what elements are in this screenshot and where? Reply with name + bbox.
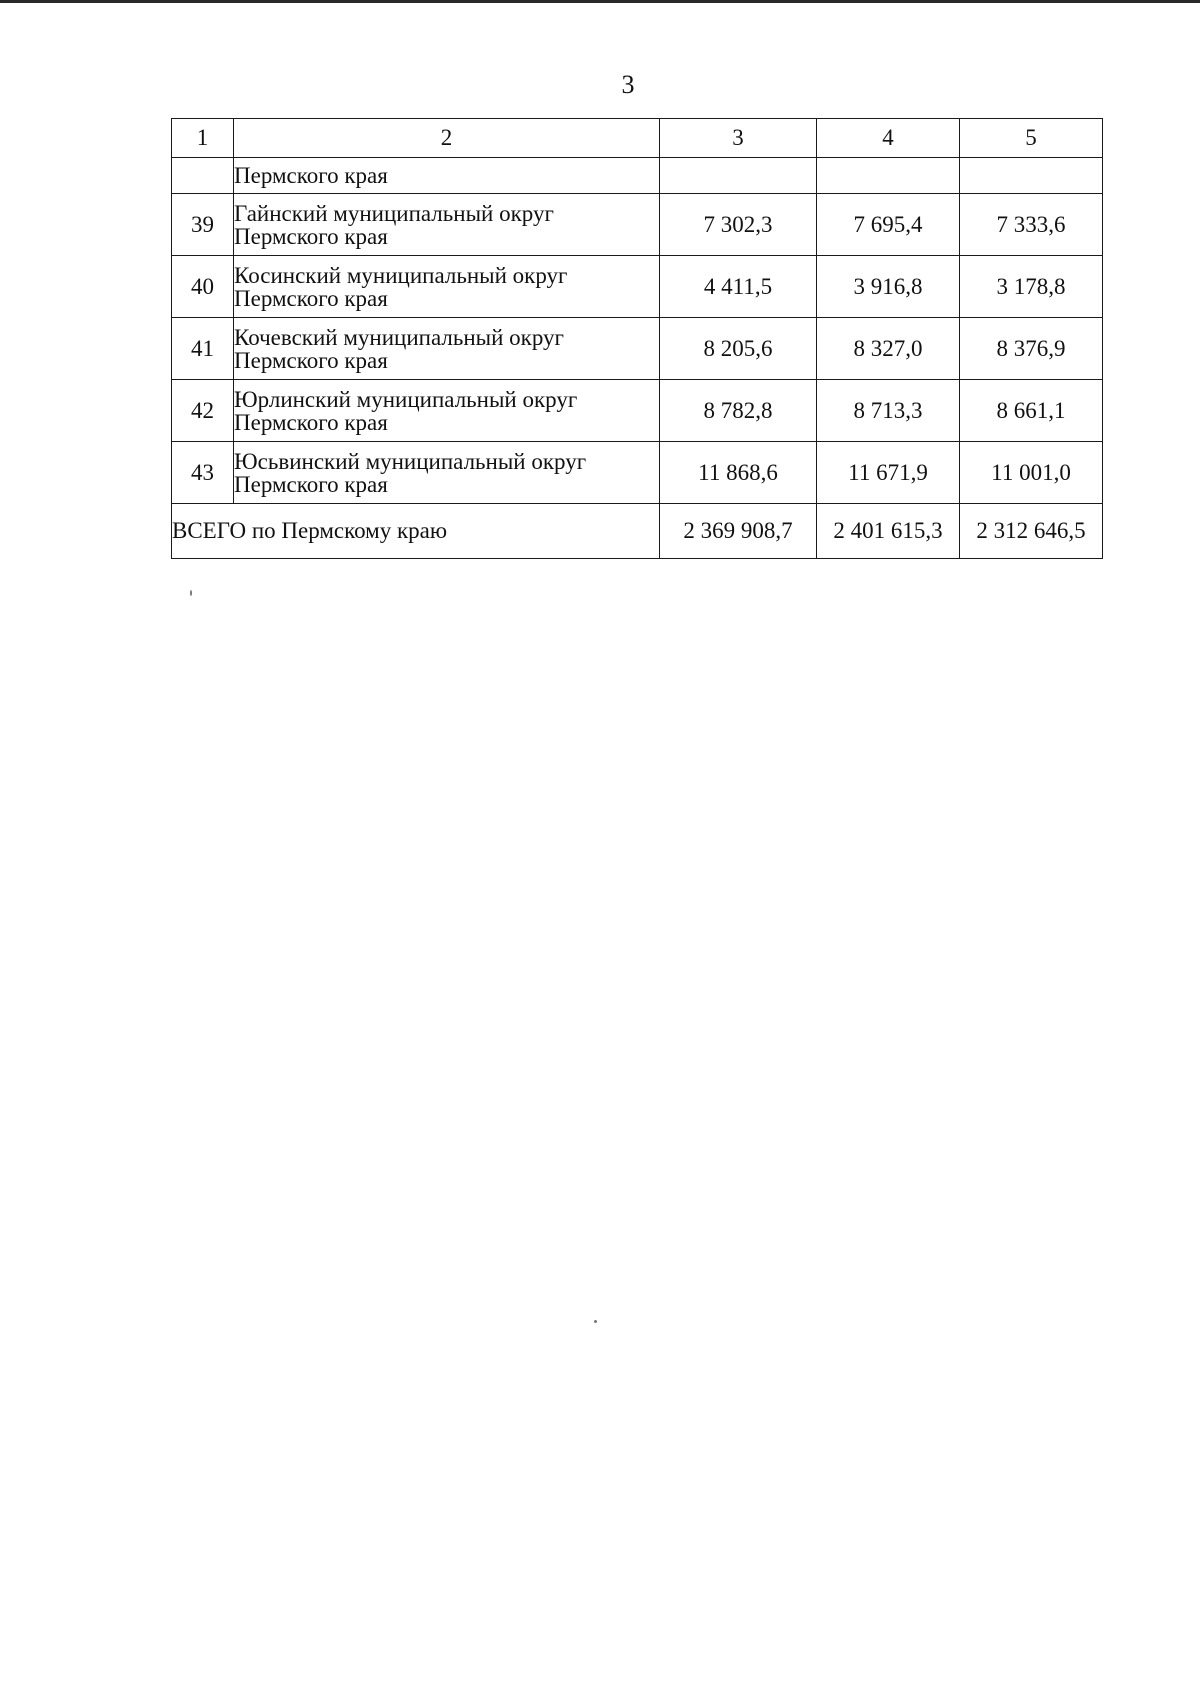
municipality-name-line: Пермского края [234, 223, 388, 249]
table-row [172, 256, 1103, 318]
table-row-continuation [172, 158, 1103, 194]
municipality-name-line: Пермского края [234, 347, 388, 373]
value-cell: 8 327,0 [817, 318, 960, 380]
scan-top-edge [0, 0, 1200, 3]
municipality-name-cell [234, 380, 660, 442]
municipality-name-line: Косинский муниципальный округ [234, 262, 568, 288]
table-row [172, 380, 1103, 442]
row-number-cell: 41 [172, 318, 234, 380]
row-number-cell: 42 [172, 380, 234, 442]
column-header: 1 [172, 119, 234, 158]
data-table [171, 118, 1103, 559]
value-cell: 8 782,8 [660, 380, 817, 442]
column-header: 3 [660, 119, 817, 158]
value-cell: 4 411,5 [660, 256, 817, 318]
value-cell [960, 158, 1103, 194]
total-value-cell: 2 369 908,7 [660, 504, 817, 559]
total-value-cell: 2 401 615,3 [817, 504, 960, 559]
table-row [172, 442, 1103, 504]
value-cell: 8 713,3 [817, 380, 960, 442]
table-total-row [172, 504, 1103, 559]
municipality-name-line: Гайнский муниципальный округ [234, 200, 554, 226]
municipality-name-line: Кочевский муниципальный округ [234, 324, 564, 350]
value-cell: 8 661,1 [960, 380, 1103, 442]
column-header: 4 [817, 119, 960, 158]
row-number-cell: 39 [172, 194, 234, 256]
municipality-name-cell [234, 194, 660, 256]
table-row [172, 194, 1103, 256]
value-cell [660, 158, 817, 194]
scan-speck [594, 1320, 597, 1323]
value-cell: 8 205,6 [660, 318, 817, 380]
value-cell: 7 333,6 [960, 194, 1103, 256]
municipality-name-cell [234, 256, 660, 318]
municipality-name-cell [234, 318, 660, 380]
row-number-cell: 43 [172, 442, 234, 504]
scan-speck [190, 590, 192, 596]
value-cell: 11 671,9 [817, 442, 960, 504]
value-cell: 3 916,8 [817, 256, 960, 318]
column-header: 2 [234, 119, 660, 158]
municipality-name-line: Юрлинский муниципальный округ [234, 386, 578, 412]
municipality-name-line: Пермского края [234, 285, 388, 311]
table-row [172, 318, 1103, 380]
municipality-name-cell: Пермского края [234, 158, 660, 194]
municipality-name-line: Юсьвинский муниципальный округ [234, 448, 587, 474]
value-cell: 8 376,9 [960, 318, 1103, 380]
value-cell [817, 158, 960, 194]
value-cell: 7 302,3 [660, 194, 817, 256]
value-cell: 3 178,8 [960, 256, 1103, 318]
value-cell: 11 001,0 [960, 442, 1103, 504]
value-cell: 11 868,6 [660, 442, 817, 504]
municipality-name-line: Пермского края [234, 409, 388, 435]
total-value-cell: 2 312 646,5 [960, 504, 1103, 559]
value-cell: 7 695,4 [817, 194, 960, 256]
municipality-name-line: Пермского края [234, 471, 388, 497]
total-label-cell: ВСЕГО по Пермскому краю [172, 504, 660, 559]
column-header: 5 [960, 119, 1103, 158]
row-number-cell: 40 [172, 256, 234, 318]
page-number: 3 [621, 70, 635, 99]
table-header-row [172, 119, 1103, 158]
municipality-name-cell [234, 442, 660, 504]
row-number-cell [172, 158, 234, 194]
